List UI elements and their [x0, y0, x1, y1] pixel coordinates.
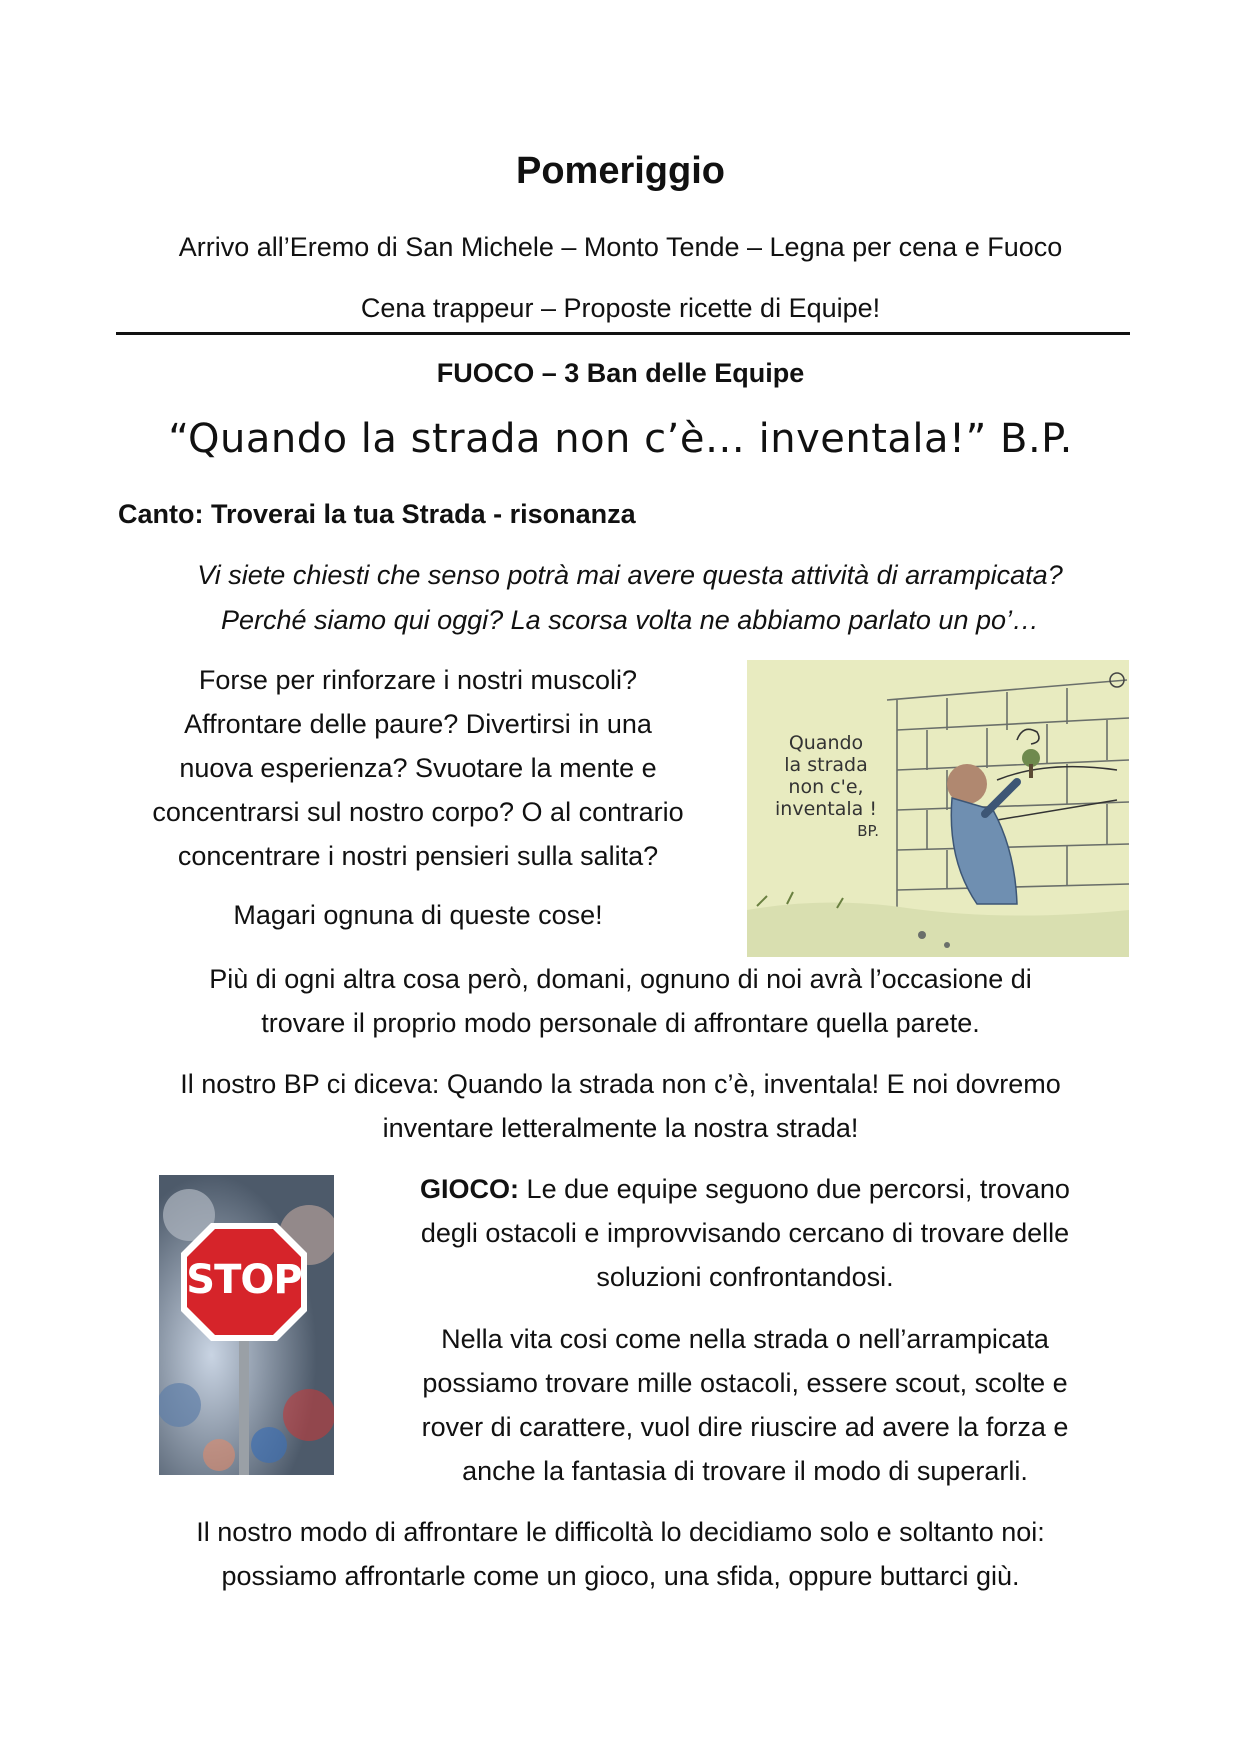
paragraph-line: rover di carattere, vuol dire riuscire ad avere la forza e	[421, 1412, 1069, 1442]
subtitle-line-1: Arrivo all’Eremo di San Michele – Monto Tende – Legna per cena e Fuoco	[178, 232, 1063, 262]
paragraph-vita	[360, 1317, 1130, 1493]
paragraph-line: trovare il proprio modo personale di affrontare quella parete.	[261, 1008, 980, 1038]
intro-italic-line-2: Perché siamo qui oggi? La scorsa volta ne abbiamo parlato un po’…	[221, 605, 1039, 635]
paragraph-bp	[100, 1062, 1141, 1150]
magari-line: Magari ognuna di queste cose!	[233, 900, 603, 930]
paragraph-line: inventare letteralmente la nostra strada!	[382, 1113, 859, 1143]
paragraph-line: possiamo affrontarle come un gioco, una sfida, oppure buttarci giù.	[221, 1561, 1020, 1591]
bp-quote: “Quando la strada non c’è… inventala!” B.P.	[168, 416, 1073, 462]
subtitle-line-2: Cena trappeur – Proposte ricette di Equipe!	[360, 293, 881, 323]
caption-line: non c'e,	[788, 776, 864, 798]
caption-line: Quando	[788, 732, 864, 754]
question-line: nuova esperienza? Svuotare la mente e	[179, 753, 657, 783]
paragraph-line: anche la fantasia di trovare il modo di superarli.	[462, 1456, 1028, 1486]
gioco-line: degli ostacoli e improvvisando cercano di trovare delle	[420, 1218, 1070, 1248]
paragraph-domani	[100, 957, 1141, 1045]
stop-sign-text: STOP	[186, 1257, 302, 1303]
canto-heading: Canto: Troverai la tua Strada - risonanza	[118, 499, 636, 529]
paragraph-line: Nella vita cosi come nella strada o nell’arrampicata	[441, 1324, 1049, 1354]
intro-italic-line-1: Vi siete chiesti che senso potrà mai avere questa attività di arrampicata?	[197, 560, 1063, 590]
paragraph-final	[100, 1510, 1141, 1598]
question-line: Forse per rinforzare i nostri muscoli?	[198, 665, 638, 695]
divider	[116, 332, 1130, 335]
question-line: concentrare i nostri pensieri sulla salita?	[177, 841, 659, 871]
caption-signature: BP.	[857, 822, 879, 840]
bp-illustration	[747, 660, 1129, 957]
gioco-line-text: Le due equipe seguono due percorsi, trovano	[519, 1174, 1070, 1204]
stop-sign-image	[159, 1175, 334, 1475]
caption-line: la strada	[784, 754, 868, 776]
stop-sign-photo	[159, 1175, 334, 1475]
question-line: concentrarsi sul nostro corpo? O al contrario	[152, 797, 684, 827]
question-paragraph	[112, 658, 724, 878]
gioco-label: GIOCO:	[420, 1174, 520, 1204]
paragraph-line: possiamo trovare mille ostacoli, essere scout, scolte e	[422, 1368, 1068, 1398]
fuoco-heading: FUOCO – 3 Ban delle Equipe	[436, 358, 805, 388]
gioco-line: soluzioni confrontandosi.	[596, 1262, 894, 1292]
paragraph-line: Il nostro BP ci diceva: Quando la strada non c’è, inventala! E noi dovremo	[180, 1069, 1061, 1099]
gioco-paragraph	[360, 1167, 1130, 1299]
illustration-caption	[761, 732, 891, 842]
page-title: Pomeriggio	[515, 150, 726, 192]
paragraph-line: Più di ogni altra cosa però, domani, ognuno di noi avrà l’occasione di	[209, 964, 1032, 994]
question-line: Affrontare delle paure? Divertirsi in una	[184, 709, 652, 739]
gioco-line-1	[360, 1167, 1130, 1211]
paragraph-line: Il nostro modo di affrontare le difficoltà lo decidiamo solo e soltanto noi:	[196, 1517, 1045, 1547]
caption-line: inventala !	[775, 798, 877, 820]
